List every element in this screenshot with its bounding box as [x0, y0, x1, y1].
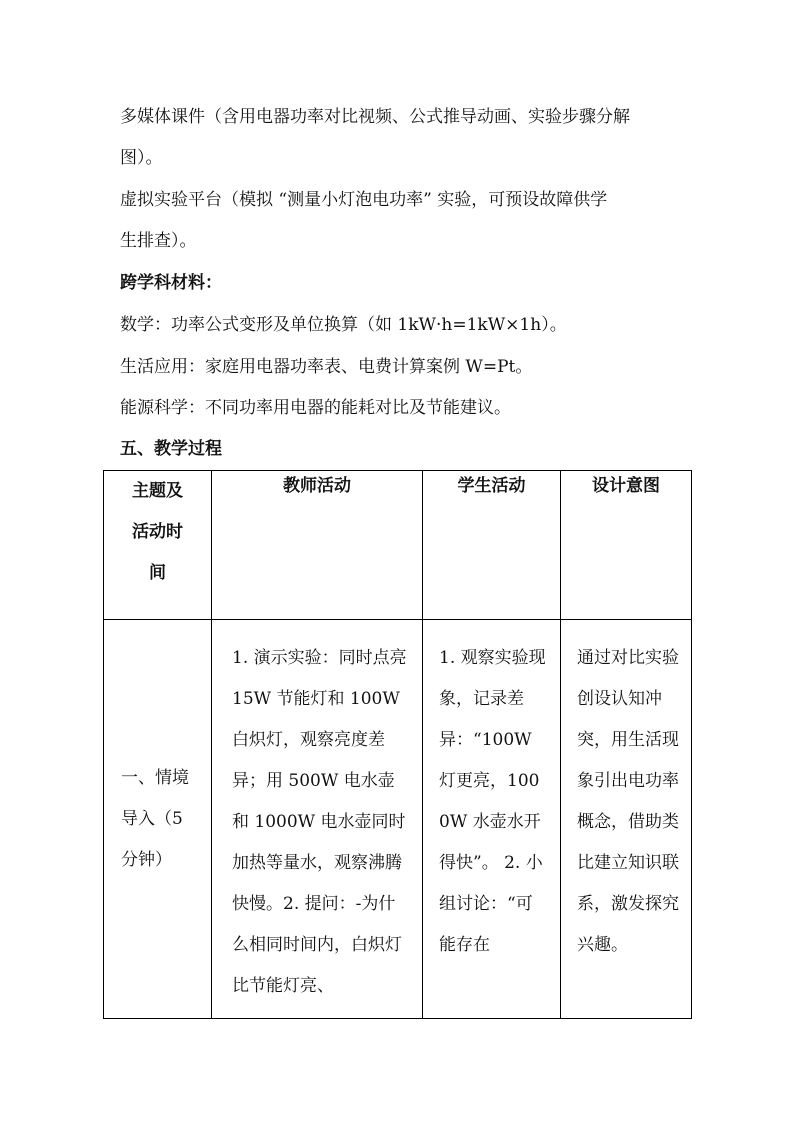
header-intent — [561, 471, 692, 620]
cell-intent — [561, 620, 692, 1019]
cell-student-text: 1. 观察实验现象，记录差异：“100W 灯更亮，1000W 水壶水开得快”。 2. 小组讨论：“可能存在 — [439, 648, 546, 955]
paragraph-media-courseware-line1: 多媒体课件（含用电器功率对比视频、公式推导动画、实验步骤分解 — [120, 107, 630, 127]
cell-topic-text: 一、情境导入（5分钟） — [121, 767, 189, 870]
section-heading-teaching-process: 五、教学过程 — [120, 439, 222, 459]
paragraph-life-application: 生活应用：家庭用电器功率表、电费计算案例 W=Pt。 — [120, 357, 533, 377]
header-teacher-label: 教师活动 — [283, 476, 351, 496]
header-teacher — [212, 471, 423, 620]
header-topic-label: 主题及活动时间 — [132, 481, 183, 583]
table-header-row — [104, 471, 692, 620]
header-topic — [104, 471, 212, 620]
table-row — [104, 620, 692, 1019]
paragraph-virtual-lab-line1: 虚拟实验平台（模拟 “测量小灯泡电功率” 实验，可预设故障供学 — [120, 190, 608, 210]
paragraph-virtual-lab-line2: 生排查）。 — [120, 231, 197, 251]
header-student-label: 学生活动 — [457, 476, 526, 496]
paragraph-energy-science: 能源科学：不同功率用电器的能耗对比及节能建议。 — [120, 398, 511, 418]
teaching-process-table — [103, 470, 692, 1019]
cell-teacher-text: 1. 演示实验：同时点亮 15W 节能灯和 100W 白炽灯，观察亮度差异；用 500W 电水壶和 1000W 电水壶同时加热等量水，观察沸腾快慢。2. 提问：-为什么相同时间内，白炽灯比节能灯亮、 — [232, 648, 407, 996]
heading-cross-discipline: 跨学科材料： — [120, 273, 222, 293]
cell-teacher — [212, 620, 423, 1019]
cell-intent-text: 通过对比实验创设认知冲突，用生活现象引出电功率概念，借助类比建立知识联系，激发探究兴趣。 — [577, 648, 679, 955]
header-student — [423, 471, 561, 620]
paragraph-math: 数学：功率公式变形及单位换算（如 1kW·h=1kW×1h）。 — [120, 315, 567, 335]
cell-student — [423, 620, 561, 1019]
header-intent-label: 设计意图 — [592, 476, 660, 496]
paragraph-media-courseware-line2: 图）。 — [120, 148, 163, 168]
cell-topic — [104, 620, 212, 1019]
